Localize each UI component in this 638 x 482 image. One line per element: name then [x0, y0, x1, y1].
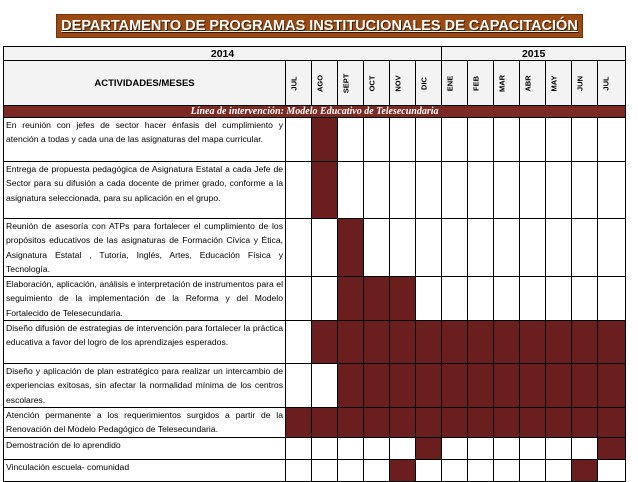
month-label: JUL	[289, 75, 299, 91]
month-header	[416, 61, 442, 106]
schedule-cell	[546, 118, 572, 162]
month-label: MAR	[497, 74, 507, 92]
schedule-cell	[598, 459, 626, 481]
schedule-cell	[390, 219, 416, 277]
activity-description: En reunión con jefes de sector hacer énfasis del cumplimiento y atención a todas y cada una de las asignaturas del mapa curricular.	[4, 118, 286, 162]
schedule-cell-active	[416, 364, 442, 408]
table-row	[4, 162, 626, 219]
schedule-cell-active	[468, 364, 494, 408]
schedule-cell-active	[364, 321, 390, 364]
schedule-cell	[468, 162, 494, 219]
schedule-cell-active	[546, 407, 572, 437]
schedule-cell-active	[312, 321, 338, 364]
schedule-cell-active	[390, 364, 416, 408]
month-header	[390, 61, 416, 106]
schedule-cell	[416, 118, 442, 162]
schedule-cell-active	[494, 407, 520, 437]
schedule-cell	[338, 437, 364, 459]
schedule-cell-active	[598, 321, 626, 364]
activity-description: Reunión de asesoría con ATPs para fortalecer el cumplimiento de los propósitos educativos de las asignaturas de Formación Cívica y Ética, Asignatura Estatal , Tutoría, Inglés, Artes, Educación Física y Tecnología.	[4, 219, 286, 277]
month-header	[572, 61, 598, 106]
schedule-cell	[286, 162, 312, 219]
schedule-cell	[546, 219, 572, 277]
activity-description: Elaboración, aplicación, análisis e interpretación de instrumentos para el seguimiento de la implementación de la Reforma y del Modelo Fortalecido de Telesecundaria.	[4, 277, 286, 321]
table-row	[4, 459, 626, 481]
schedule-cell	[312, 459, 338, 481]
schedule-cell	[390, 162, 416, 219]
month-header	[286, 61, 312, 106]
schedule-cell-active	[416, 407, 442, 437]
schedule-cell-active	[286, 407, 312, 437]
activity-description: Diseño difusión de estrategias de intervención para fortalecer la práctica educativa a favor del logro de los aprendizajes esperados.	[4, 321, 286, 364]
schedule-cell-active	[598, 364, 626, 408]
schedule-cell	[546, 459, 572, 481]
schedule-cell-active	[416, 321, 442, 364]
schedule-cell	[520, 162, 546, 219]
schedule-cell-active	[364, 364, 390, 408]
year-2014-header: 2014	[4, 47, 442, 61]
month-label: DIC	[419, 76, 429, 90]
schedule-cell	[468, 219, 494, 277]
schedule-cell	[416, 277, 442, 321]
month-header	[494, 61, 520, 106]
year-header-row	[4, 47, 626, 61]
month-header	[364, 61, 390, 106]
schedule-cell	[598, 219, 626, 277]
activity-description: Vinculación escuela- comunidad	[4, 459, 286, 481]
schedule-cell-active	[312, 118, 338, 162]
schedule-cell	[572, 219, 598, 277]
schedule-cell	[416, 219, 442, 277]
schedule-cell-active	[390, 459, 416, 481]
schedule-cell	[286, 459, 312, 481]
month-label: SEPT	[341, 73, 351, 93]
schedule-cell	[494, 118, 520, 162]
schedule-cell	[520, 219, 546, 277]
schedule-cell	[286, 321, 312, 364]
schedule-cell-active	[442, 321, 468, 364]
month-label: FEB	[471, 75, 481, 91]
schedule-cell	[468, 118, 494, 162]
schedule-cell	[286, 118, 312, 162]
schedule-cell	[572, 277, 598, 321]
table-row	[4, 321, 626, 364]
year-2015-header: 2015	[442, 47, 626, 61]
schedule-cell	[312, 437, 338, 459]
schedule-cell-active	[338, 277, 364, 321]
table-row	[4, 364, 626, 408]
schedule-cell	[442, 277, 468, 321]
schedule-cell-active	[546, 321, 572, 364]
table-row	[4, 277, 626, 321]
schedule-cell	[364, 162, 390, 219]
activity-rows	[4, 118, 626, 482]
schedule-cell-active	[442, 364, 468, 408]
month-header	[338, 61, 364, 106]
schedule-cell	[442, 437, 468, 459]
month-label: MAY	[549, 75, 559, 91]
schedule-cell-active	[598, 407, 626, 437]
schedule-cell	[572, 437, 598, 459]
month-label: NOV	[393, 74, 403, 92]
schedule-cell	[416, 459, 442, 481]
schedule-cell-active	[338, 321, 364, 364]
schedule-cell-active	[338, 407, 364, 437]
month-header-row	[4, 61, 626, 106]
schedule-cell	[364, 118, 390, 162]
schedule-cell-active	[338, 364, 364, 408]
schedule-cell	[598, 162, 626, 219]
month-header	[312, 61, 338, 106]
schedule-cell	[520, 459, 546, 481]
schedule-cell	[494, 437, 520, 459]
schedule-cell	[546, 277, 572, 321]
month-header	[546, 61, 572, 106]
schedule-cell	[546, 162, 572, 219]
schedule-cell	[364, 437, 390, 459]
table-row	[4, 118, 626, 162]
schedule-cell	[312, 277, 338, 321]
schedule-cell	[416, 162, 442, 219]
schedule-cell	[442, 459, 468, 481]
schedule-cell-active	[338, 219, 364, 277]
schedule-cell	[442, 219, 468, 277]
schedule-cell	[390, 437, 416, 459]
schedule-cell	[338, 118, 364, 162]
schedule-cell-active	[390, 321, 416, 364]
intervention-line-row	[4, 106, 626, 118]
schedule-cell	[468, 437, 494, 459]
schedule-cell-active	[468, 407, 494, 437]
schedule-cell-active	[468, 321, 494, 364]
schedule-cell	[390, 118, 416, 162]
schedule-cell	[598, 277, 626, 321]
activity-schedule-table	[3, 46, 626, 482]
schedule-cell-active	[442, 407, 468, 437]
table-row	[4, 407, 626, 437]
schedule-cell	[494, 277, 520, 321]
activity-description: Demostración de lo aprendido	[4, 437, 286, 459]
schedule-cell	[598, 118, 626, 162]
month-label: ENE	[445, 75, 455, 91]
schedule-cell	[442, 118, 468, 162]
schedule-cell	[494, 459, 520, 481]
month-header	[598, 61, 626, 106]
month-header	[468, 61, 494, 106]
schedule-cell	[520, 118, 546, 162]
schedule-cell-active	[390, 277, 416, 321]
activities-header: ACTIVIDADES/MESES	[4, 61, 286, 106]
month-header	[442, 61, 468, 106]
month-label: JUL	[601, 75, 611, 91]
schedule-cell	[546, 437, 572, 459]
table-row	[4, 437, 626, 459]
activity-description: Entrega de propuesta pedagógica de Asignatura Estatal a cada Jefe de Sector para su difusión a cada docente de primer grado, conforme a la asignatura seleccionada, para su aplicación en el grupo.	[4, 162, 286, 219]
schedule-cell	[442, 162, 468, 219]
month-label: AGO	[315, 74, 325, 92]
month-label: JUN	[575, 75, 585, 91]
month-label: OCT	[367, 75, 377, 91]
schedule-cell-active	[546, 364, 572, 408]
schedule-cell	[312, 219, 338, 277]
page-title: DEPARTAMENTO DE PROGRAMAS INSTITUCIONALES DE CAPACITACIÓN	[61, 18, 578, 34]
schedule-cell-active	[572, 364, 598, 408]
schedule-cell-active	[364, 407, 390, 437]
schedule-cell	[494, 162, 520, 219]
schedule-cell-active	[572, 459, 598, 481]
schedule-cell	[572, 162, 598, 219]
schedule-cell	[338, 459, 364, 481]
schedule-cell	[572, 118, 598, 162]
schedule-cell	[520, 277, 546, 321]
schedule-cell	[338, 162, 364, 219]
page-title-banner	[56, 14, 583, 38]
schedule-cell	[312, 364, 338, 408]
schedule-cell-active	[598, 437, 626, 459]
schedule-cell-active	[520, 321, 546, 364]
intervention-line-label: Línea de intervención: Modelo Educativo de Telesecundaria	[4, 106, 626, 118]
schedule-cell-active	[572, 321, 598, 364]
schedule-cell	[494, 219, 520, 277]
schedule-cell	[364, 219, 390, 277]
schedule-cell-active	[520, 364, 546, 408]
month-header	[520, 61, 546, 106]
activity-description: Atención permanente a los requerimientos surgidos a partir de la Renovación del Modelo Pedagógico de Telesecundaria.	[4, 407, 286, 437]
schedule-cell	[520, 437, 546, 459]
schedule-cell-active	[494, 321, 520, 364]
schedule-cell	[364, 459, 390, 481]
schedule-cell-active	[312, 407, 338, 437]
schedule-cell	[286, 364, 312, 408]
schedule-cell	[286, 277, 312, 321]
schedule-cell	[468, 277, 494, 321]
schedule-cell-active	[416, 437, 442, 459]
schedule-cell-active	[390, 407, 416, 437]
schedule-cell-active	[494, 364, 520, 408]
month-label: ABR	[523, 74, 533, 92]
schedule-cell-active	[312, 162, 338, 219]
activity-description: Diseño y aplicación de plan estratégico para realizar un intercambio de experiencias exitosas, sin afectar la normalidad mínima de los centros escolares.	[4, 364, 286, 408]
schedule-cell-active	[572, 407, 598, 437]
table-row	[4, 219, 626, 277]
schedule-cell-active	[520, 407, 546, 437]
schedule-cell-active	[364, 277, 390, 321]
schedule-cell	[286, 219, 312, 277]
schedule-cell	[468, 459, 494, 481]
schedule-cell	[286, 437, 312, 459]
